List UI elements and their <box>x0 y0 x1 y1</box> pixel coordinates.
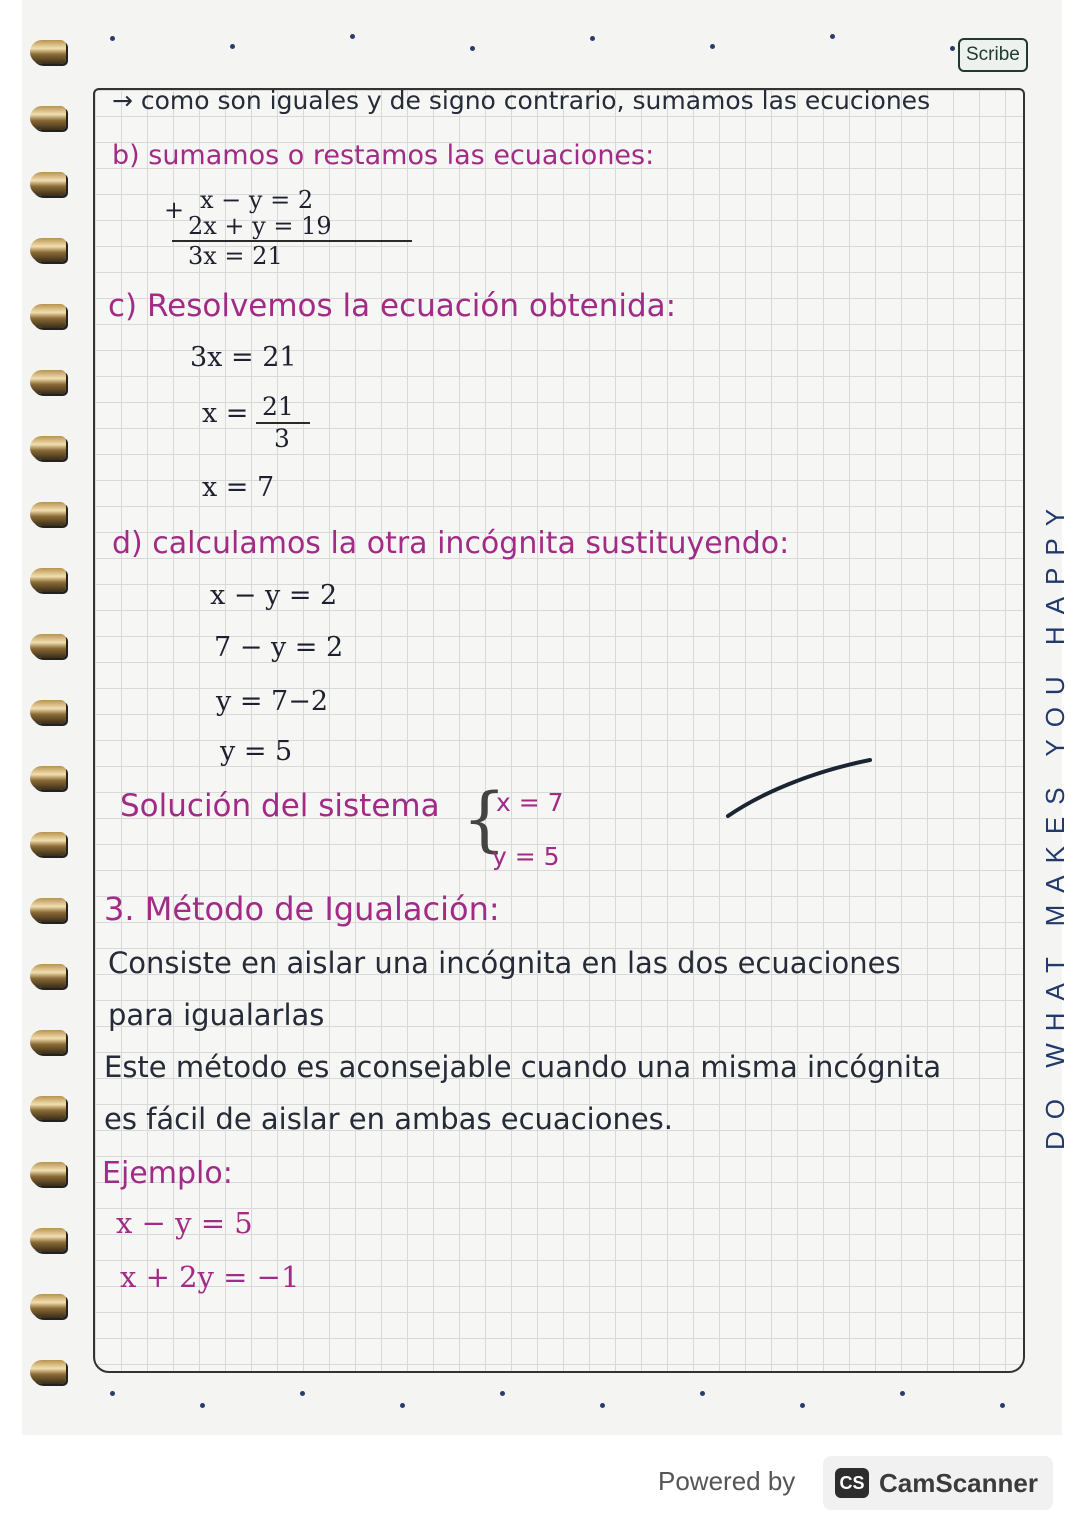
solution-x: x = 7 <box>496 788 564 817</box>
intro-line: → como son iguales y de signo contrario, sumamos las ecuciones <box>112 86 931 115</box>
solution-y: y = 5 <box>492 842 560 871</box>
camscanner-icon: CS <box>835 1468 869 1498</box>
method3-title: 3. Método de Igualación: <box>104 890 500 928</box>
solution-brace: { <box>462 778 507 860</box>
solve-line2-left: x = <box>202 398 249 429</box>
subst-line4: y = 5 <box>220 736 293 767</box>
solve-line1: 3x = 21 <box>190 342 297 373</box>
method3-para-line4: es fácil de aislar en ambas ecuaciones. <box>104 1102 673 1136</box>
vertical-quote: DO WHAT MAKES YOU HAPPY <box>1040 496 1070 1150</box>
sum-eq1: x − y = 2 <box>200 186 314 214</box>
example-label: Ejemplo: <box>102 1156 233 1191</box>
sum-plus-sign: + <box>164 196 185 224</box>
decorative-dots-top <box>90 30 1040 60</box>
camscanner-brand: CamScanner <box>879 1467 1038 1498</box>
subst-line2: 7 − y = 2 <box>214 632 344 663</box>
spiral-binding <box>30 40 70 1410</box>
solve-fraction-denominator: 3 <box>274 424 290 453</box>
camscanner-badge <box>823 1456 1053 1510</box>
step-d-heading: d) calculamos la otra incógnita sustituyendo: <box>112 526 790 561</box>
scribe-logo: Scribe <box>958 38 1028 72</box>
example-eq1: x − y = 5 <box>116 1206 253 1240</box>
example-eq2: x + 2y = −1 <box>120 1260 300 1294</box>
pen-stroke <box>720 748 880 828</box>
powered-by-text: Powered by <box>658 1466 796 1496</box>
solve-line3: x = 7 <box>202 472 275 503</box>
sum-result: 3x = 21 <box>188 242 283 270</box>
subst-line3: y = 7−2 <box>216 686 329 717</box>
step-b-heading: b) sumamos o restamos las ecuaciones: <box>112 140 655 171</box>
solution-label: Solución del sistema <box>120 788 440 824</box>
solve-fraction-numerator: 21 <box>262 392 294 421</box>
sum-eq2: 2x + y = 19 <box>188 212 332 240</box>
method3-para-line2: para igualarlas <box>108 998 325 1032</box>
step-c-heading: c) Resolvemos la ecuación obtenida: <box>108 288 677 324</box>
method3-para-line3: Este método es aconsejable cuando una misma incógnita <box>104 1050 942 1084</box>
decorative-dots-bottom <box>90 1385 1040 1415</box>
subst-line1: x − y = 2 <box>210 580 338 611</box>
method3-para-line1: Consiste en aislar una incógnita en las dos ecuaciones <box>108 946 901 980</box>
